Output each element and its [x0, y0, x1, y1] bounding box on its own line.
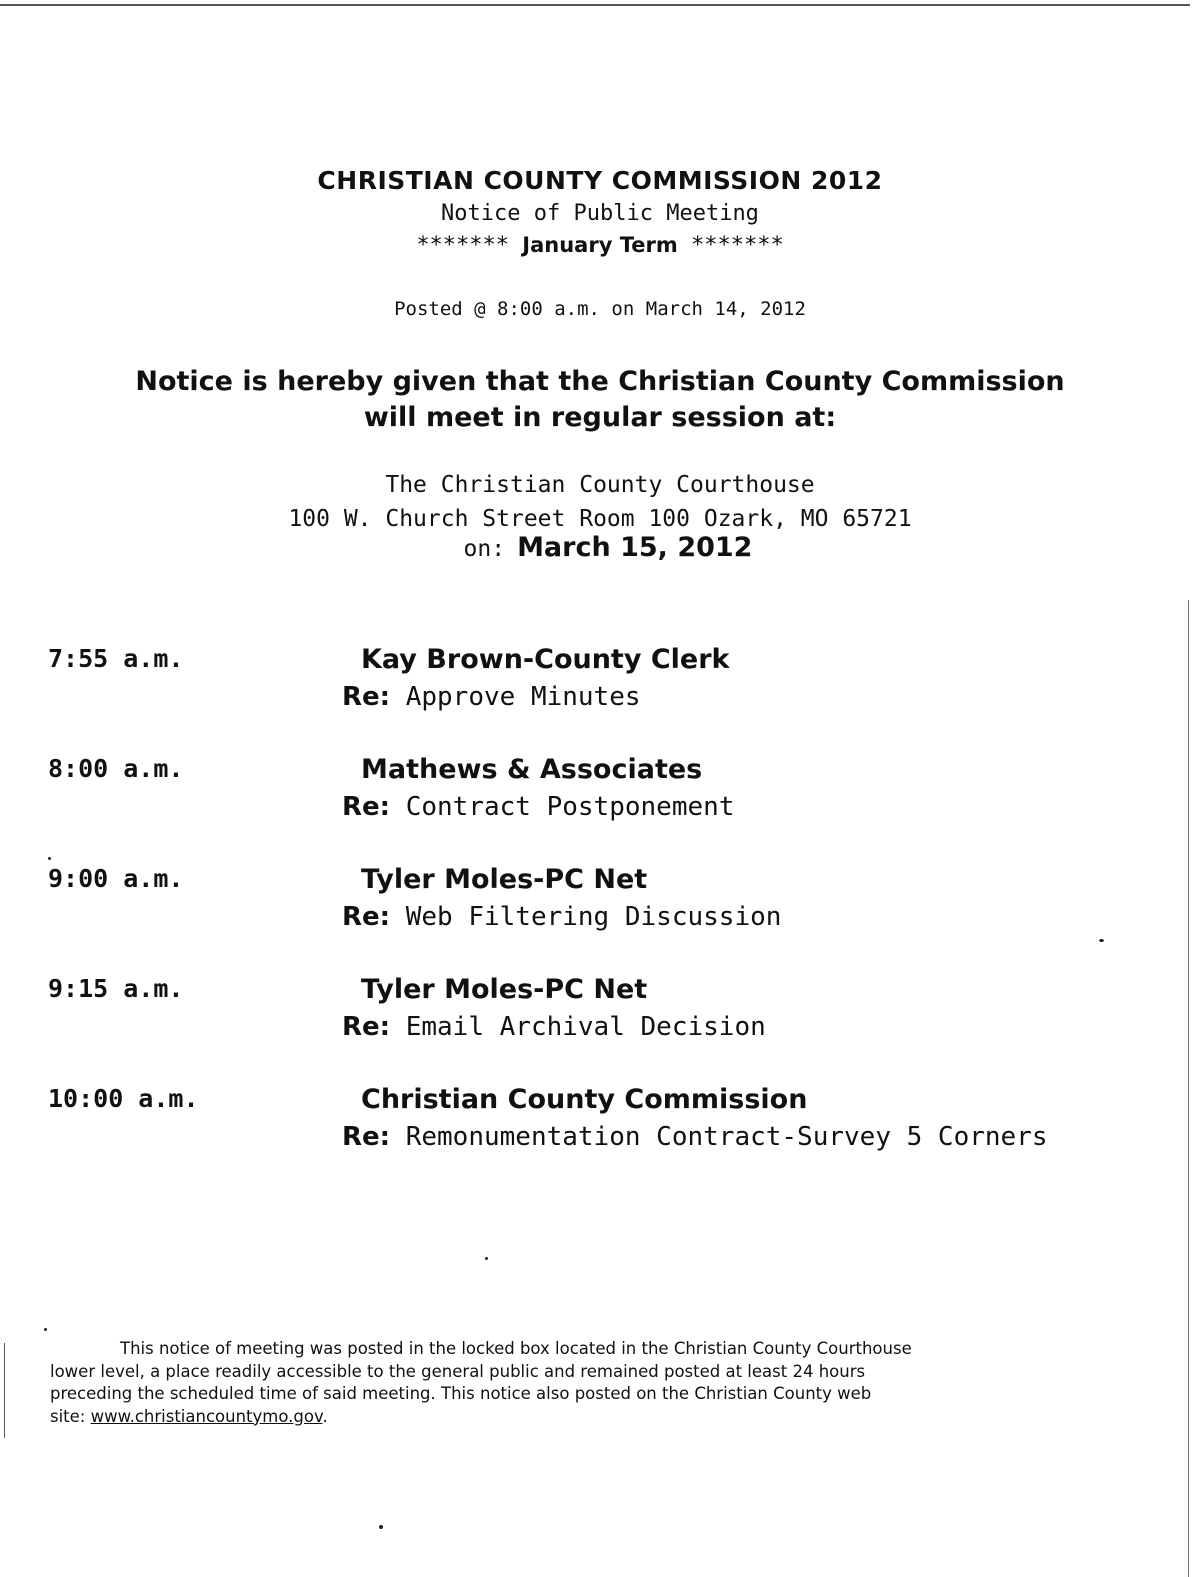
agenda-subject-text: Web Filtering Discussion [405, 902, 782, 932]
agenda-presenter: Tyler Moles-PC Net [361, 974, 648, 1005]
scan-speck [1099, 939, 1104, 942]
document-title: CHRISTIAN COUNTY COMMISSION 2012 [317, 166, 883, 195]
footer-text: This notice of meeting was posted in the locked box located in the Christian County Courthouse [120, 1339, 912, 1358]
term-stars-right: ******* [690, 233, 784, 258]
agenda-list [0, 644, 1200, 1194]
agenda-item [0, 974, 1200, 1084]
term-stars-left: ******* [416, 233, 510, 258]
term-name: January Term [522, 233, 678, 257]
meeting-location [0, 468, 1200, 536]
document-subtitle: Notice of Public Meeting [441, 201, 759, 226]
date-on-label: on: [463, 536, 506, 562]
scan-speck [44, 1328, 47, 1331]
agenda-subject [342, 682, 641, 712]
location-address: 100 W. Church Street Room 100 Ozark, MO 65721 [288, 506, 912, 532]
agenda-subject-text: Email Archival Decision [405, 1012, 766, 1042]
agenda-presenter: Christian County Commission [361, 1084, 808, 1115]
agenda-subject [342, 1122, 1048, 1152]
agenda-subject-text: Approve Minutes [405, 682, 641, 712]
re-label: Re: [342, 792, 391, 822]
meeting-date: March 15, 2012 [517, 532, 753, 563]
agenda-subject-text: Contract Postponement [405, 792, 735, 822]
agenda-item [0, 864, 1200, 974]
re-label: Re: [342, 1012, 391, 1042]
footer-line [50, 1338, 1150, 1361]
scan-speck [485, 1257, 488, 1260]
posted-timestamp: Posted @ 8:00 a.m. on March 14, 2012 [394, 298, 806, 320]
posting-statement [50, 1338, 1150, 1428]
agenda-time: 10:00 a.m. [48, 1084, 199, 1113]
notice-line: Notice is hereby given that the Christian County Commission [135, 366, 1065, 397]
notice-line: will meet in regular session at: [363, 402, 837, 433]
re-label: Re: [342, 902, 391, 932]
footer-line: preceding the scheduled time of said meeting. This notice also posted on the Christian County web [50, 1384, 872, 1403]
footer-line: lower level, a place readily accessible to the general public and remained posted at least 24 hours [50, 1361, 866, 1381]
agenda-item [0, 644, 1200, 754]
agenda-time: 9:00 a.m. [48, 864, 184, 893]
re-label: Re: [342, 1122, 391, 1152]
agenda-item [0, 1084, 1200, 1194]
footer-text: site: [50, 1406, 91, 1426]
agenda-presenter: Mathews & Associates [361, 754, 703, 785]
agenda-presenter: Kay Brown-County Clerk [361, 644, 730, 675]
footer-text: . [322, 1406, 328, 1426]
agenda-time: 7:55 a.m. [48, 644, 184, 673]
website-link[interactable]: www.christiancountymo.gov [90, 1406, 323, 1426]
agenda-subject [342, 792, 734, 822]
term-line [0, 233, 1200, 258]
agenda-subject [342, 1012, 766, 1042]
left-margin-mark [4, 1343, 5, 1438]
notice-statement [0, 364, 1200, 436]
location-building: The Christian County Courthouse [385, 472, 815, 498]
agenda-time: 9:15 a.m. [48, 974, 184, 1003]
scan-speck [379, 1525, 383, 1529]
scan-speck [48, 857, 51, 860]
agenda-subject-text: Remonumentation Contract-Survey 5 Corners [405, 1122, 1048, 1152]
top-scan-rule [0, 4, 1190, 6]
agenda-item [0, 754, 1200, 864]
agenda-time: 8:00 a.m. [48, 754, 184, 783]
meeting-date-line [0, 532, 1200, 563]
re-label: Re: [342, 682, 391, 712]
footer-line [50, 1406, 1150, 1429]
agenda-presenter: Tyler Moles-PC Net [361, 864, 648, 895]
agenda-subject [342, 902, 781, 932]
